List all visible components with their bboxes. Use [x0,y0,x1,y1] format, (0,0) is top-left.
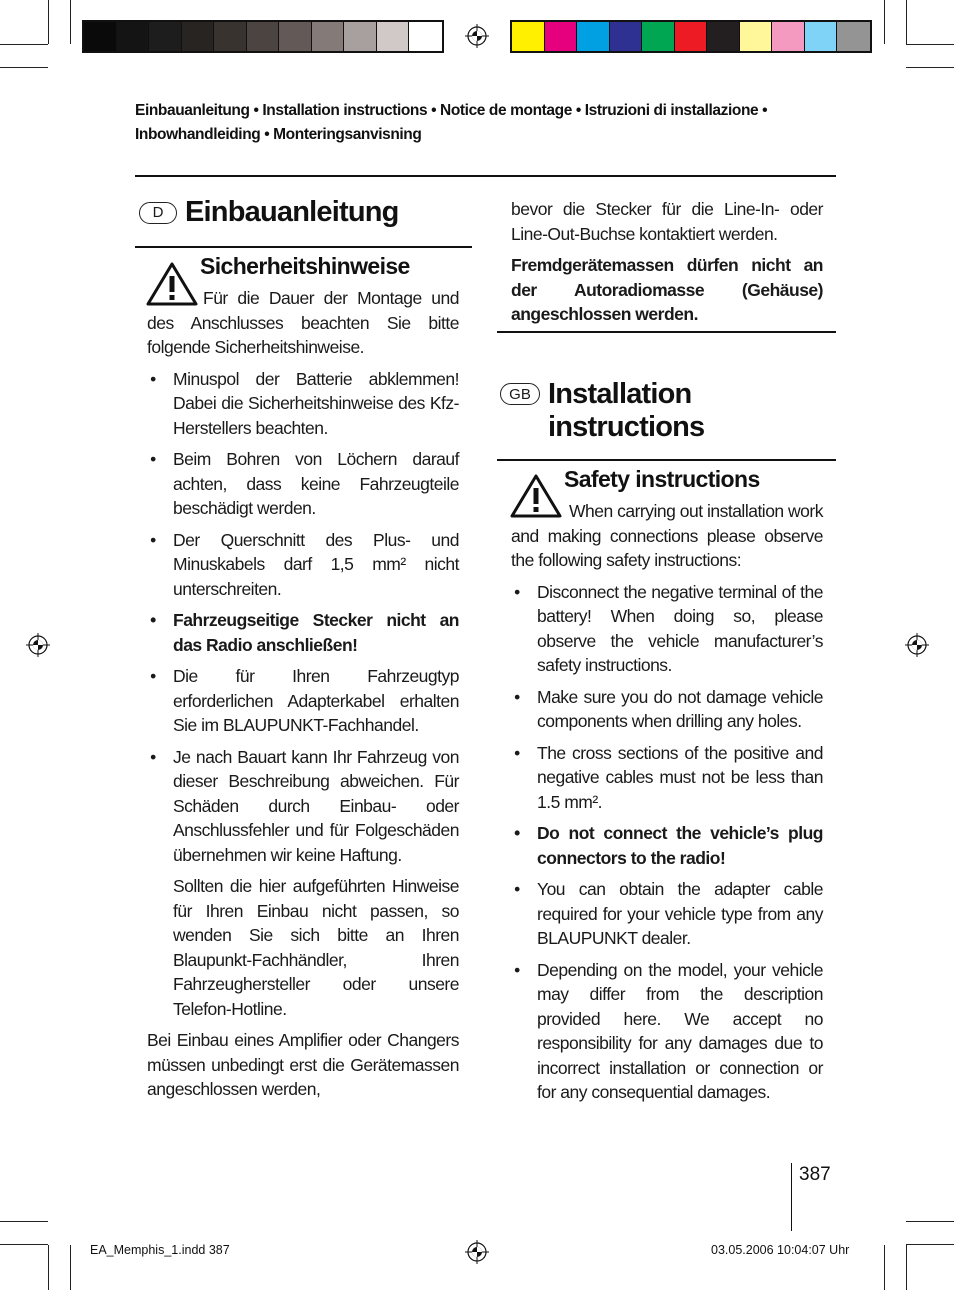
list-item: • Beim Bohren von Löchern darauf achten, dass keine Fahrzeugteile beschädigt werden. [150,449,459,518]
list-item: • Make sure you do not damage vehicle components when drilling any holes. [514,686,823,731]
english-column [511,499,823,1112]
page-number: 387 [799,1164,831,1185]
list-item: • Die für Ihren Fahrzeugtyp erforderlichen Adapterkabel erhalten Sie im BLAUPUNKT-Fachhandel. [150,666,459,735]
color-swatch [545,22,578,51]
page-number-rule [791,1163,792,1231]
english-title [548,378,704,444]
section-rule [497,459,836,461]
german-safety-heading: Sicherheitshinweise [200,253,410,279]
crop-mark [70,1245,71,1290]
list-item: • Fahrzeugseitige Stecker nicht an das Radio anschließen! [150,610,459,655]
list-item: • Je nach Bauart kann Ihr Fahrzeug von dieser Beschreibung abweichen. Für Schäden durch Einbau- oder Anschlussfehler und für Folgeschäden übernehmen wir keine Haftung. [150,746,459,865]
registration-mark-icon [465,1240,489,1264]
german-bold-note: Fremdgerätemassen dürfen nicht an der Autoradiomasse (Gehäuse) angeschlossen werden. [511,255,823,324]
crop-mark [48,1245,49,1290]
english-title-line: Installation [548,378,692,410]
crop-mark [906,1244,954,1245]
color-swatch [707,22,740,51]
color-swatch [837,22,870,51]
list-item: • Depending on the model, your vehicle may differ from the description provided here. We accept no responsibility for any damages due to incorrect installation or connection or for any consequential damages. [514,959,823,1102]
color-swatch [740,22,773,51]
list-item: • Do not connect the vehicle’s plug connectors to the radio! [514,823,823,868]
color-swatch [84,22,117,51]
german-continued-text: bevor die Stecker für die Line-In- oder Line-Out-Buchse kontaktiert werden. [511,199,823,244]
english-safety-heading: Safety instructions [564,466,760,492]
color-swatch [312,22,345,51]
crop-mark [906,44,954,45]
list-item: • The cross sections of the positive and negative cables must not be less than 1.5 mm². [514,742,823,812]
process-color-bar [510,20,872,53]
registration-mark-icon [465,24,489,48]
color-swatch [512,22,545,51]
german-amplifier-text: Bei Einbau eines Amplifier oder Changers müssen unbedingt erst die Gerätemassen angeschlossen werden, [147,1030,459,1099]
color-swatch [675,22,708,51]
crop-mark [0,1244,48,1245]
header-line: Einbauanleitung • Installation instructions • Notice de montage • Istruzioni di installazione • [135,102,768,119]
header-line: Inbowhandleiding • Monteringsanvisning [135,126,422,143]
color-swatch [805,22,838,51]
german-title: Einbauanleitung [185,196,399,228]
language-badge-d: D [139,202,177,224]
list-item: • Minuspol der Batterie abklemmen! Dabei die Sicherheitshinweise des Kfz- Herstellers beachten. [150,368,459,438]
crop-mark [884,1245,885,1290]
german-column [147,286,459,1109]
section-rule [135,246,472,248]
registration-mark-icon [26,633,50,657]
color-swatch [409,22,442,51]
color-swatch [247,22,280,51]
grayscale-color-bar [82,20,444,53]
list-item: • You can obtain the adapter cable required for your vehicle type from any BLAUPUNKT dealer. [514,879,823,948]
crop-mark [70,0,71,44]
color-swatch [279,22,312,51]
footer-file: EA_Memphis_1.indd 387 [90,1243,230,1257]
crop-mark [906,0,907,44]
crop-mark [0,1221,48,1222]
header-rule [135,175,836,177]
color-swatch [182,22,215,51]
color-swatch [377,22,410,51]
german-continued-column [511,197,823,334]
list-item: • Disconnect the negative terminal of the battery! When doing so, please observe the vehicle manufacturer’s safety instructions. [514,581,823,675]
color-swatch [772,22,805,51]
section-rule [497,331,836,333]
color-swatch [344,22,377,51]
english-title-line: instructions [548,411,705,443]
language-badge-gb: GB [500,383,540,405]
english-title-block [500,378,704,444]
crop-mark [906,67,954,68]
crop-mark [906,1221,954,1222]
color-swatch [642,22,675,51]
crop-mark [884,0,885,44]
english-intro: When carrying out installation work and making connections please observe the following safety instructions: [511,501,823,570]
german-title-block [139,196,399,229]
crop-mark [48,0,49,44]
color-swatch [117,22,150,51]
document-header [135,99,825,147]
color-swatch [149,22,182,51]
color-swatch [577,22,610,51]
german-followup: Sollten die hier aufgeführten Hinweise für Ihren Einbau nicht passen, so wenden Sie sich bitte an Ihren Blaupunkt-Fachhändler, Ihren Fahrzeughersteller oder unsere Telefon-Hotline. [173,876,459,1019]
crop-mark [906,1245,907,1290]
registration-mark-icon [905,633,929,657]
color-swatch [214,22,247,51]
footer-timestamp: 03.05.2006 10:04:07 Uhr [711,1243,850,1257]
color-swatch [610,22,643,51]
crop-mark [0,44,48,45]
crop-mark [0,67,48,68]
list-item: • Der Querschnitt des Plus- und Minuskabels darf 1,5 mm² nicht unterschreiten. [150,529,459,599]
german-intro: Für die Dauer der Montage und des Anschlusses beachten Sie bitte folgende Sicherheitshinweise. [147,288,459,357]
